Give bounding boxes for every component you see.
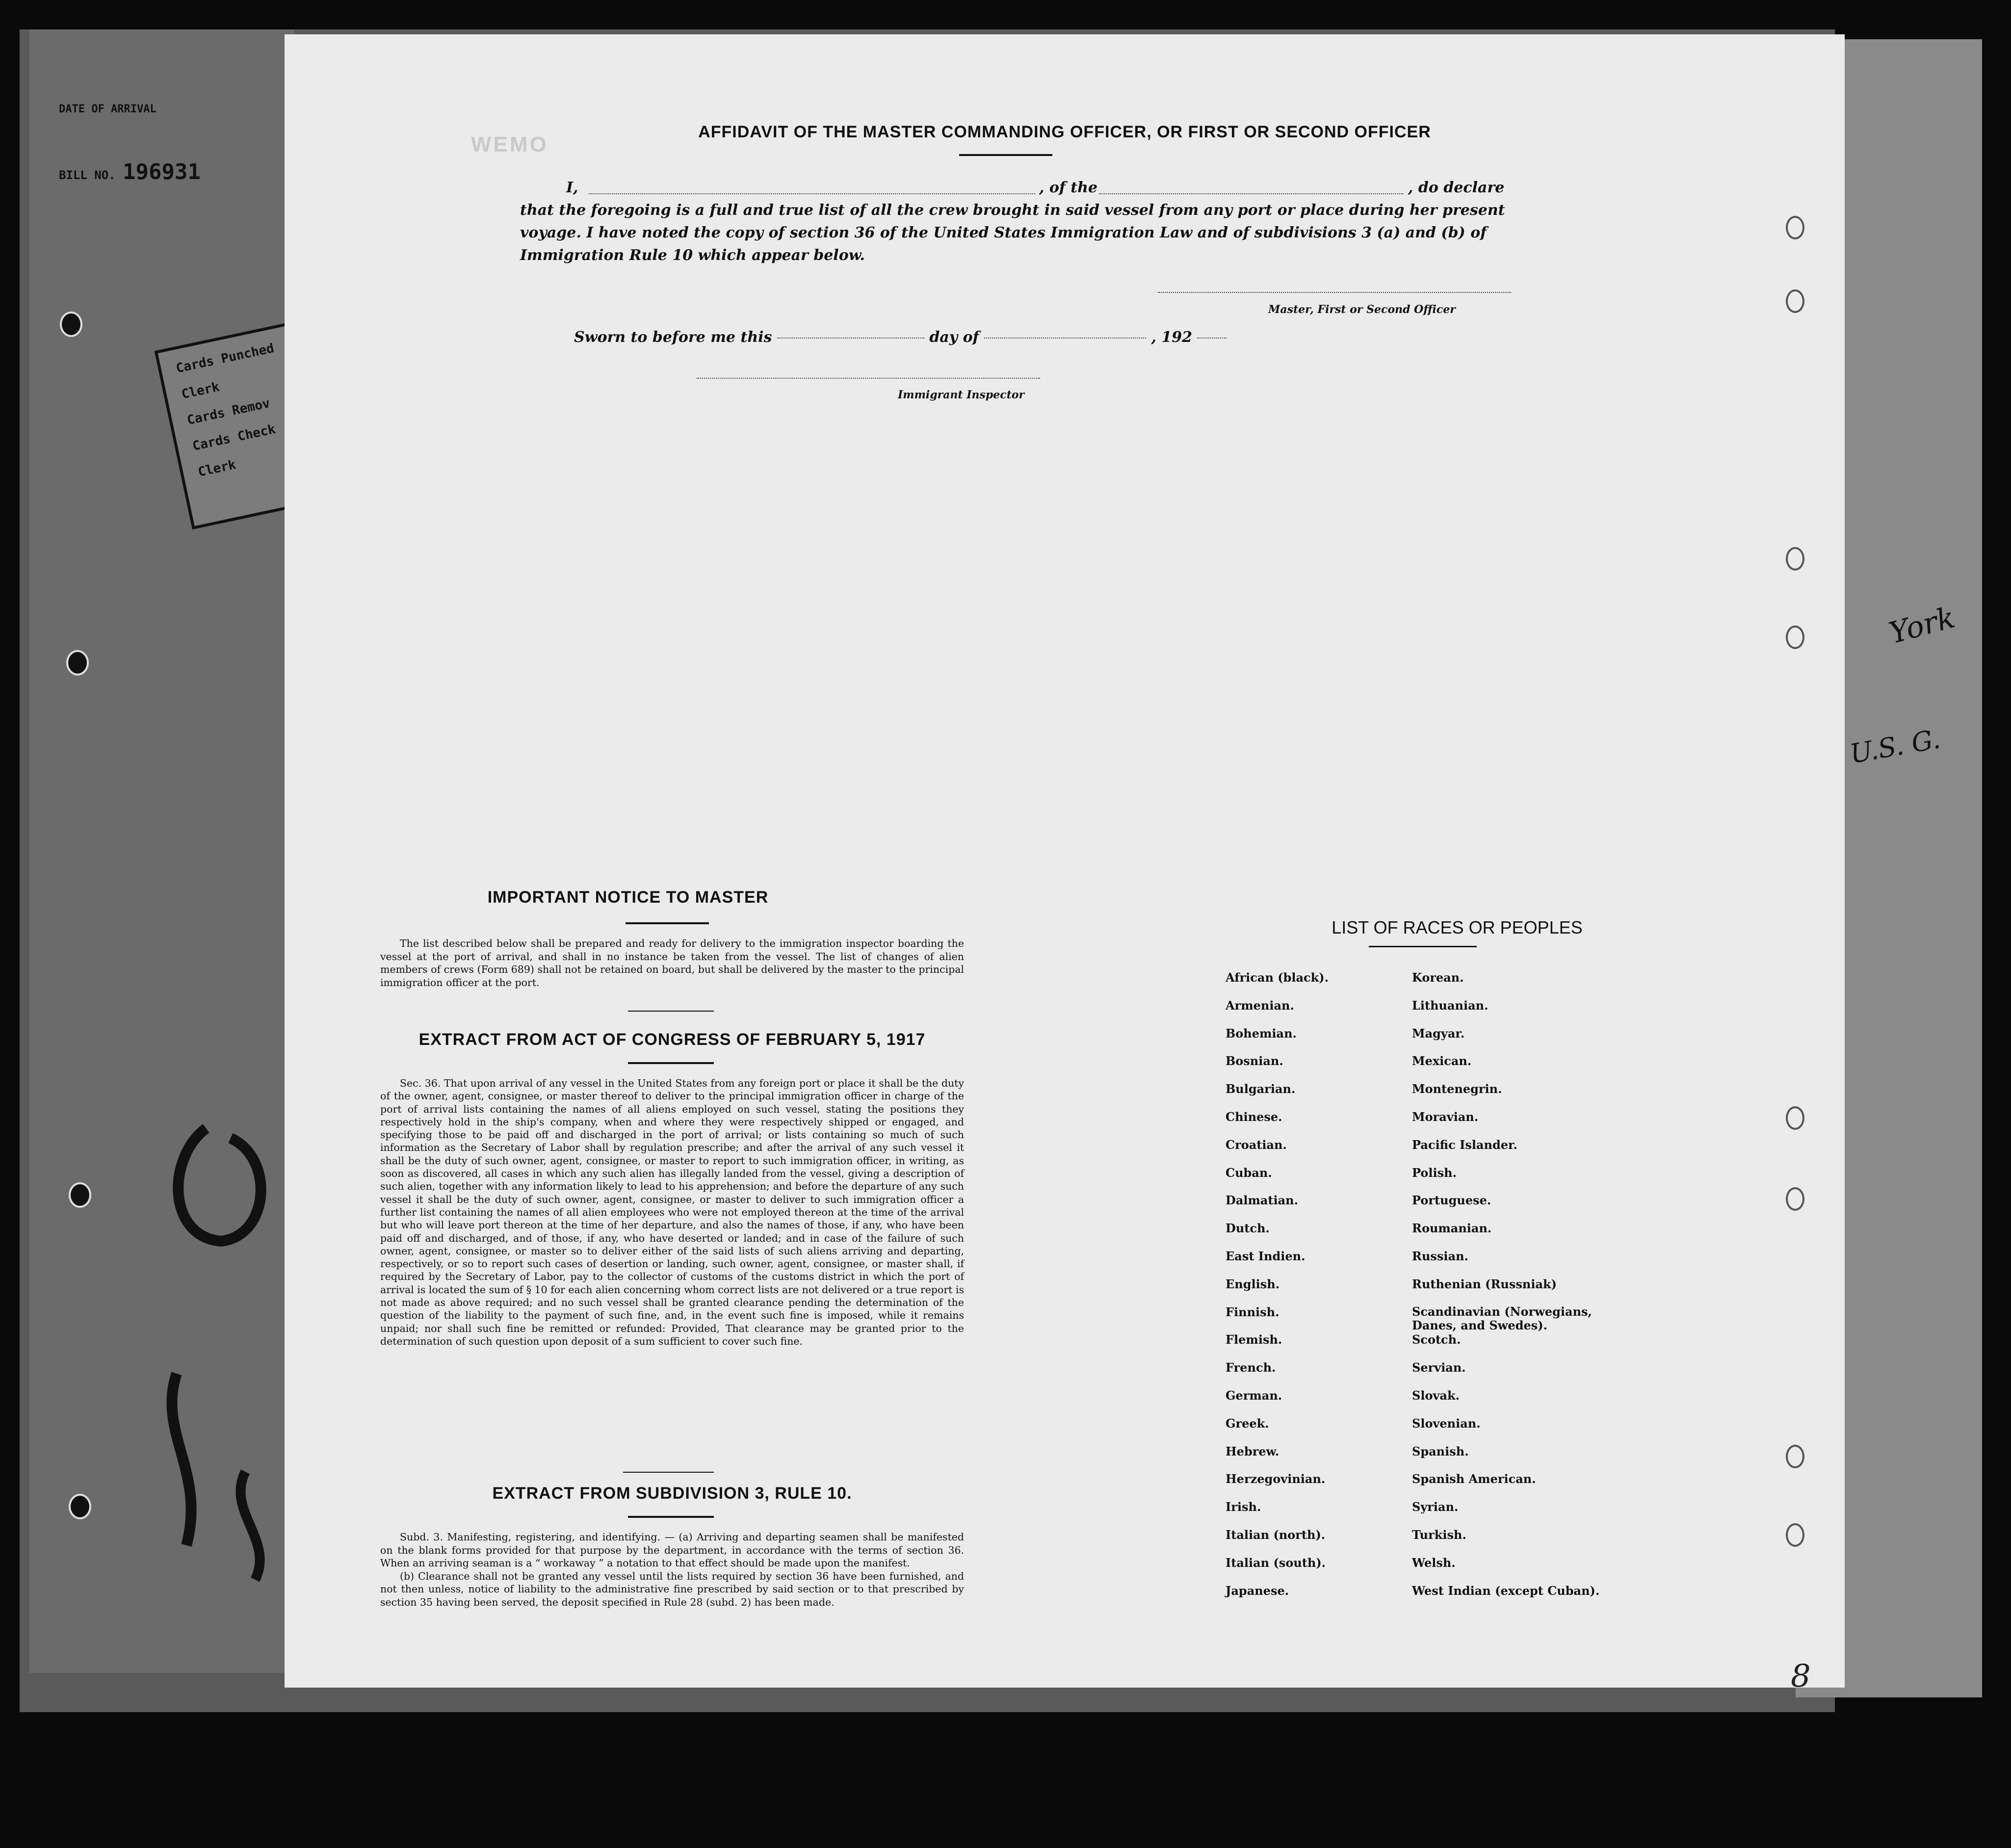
race-entry: Armenian. [1226,998,1294,1013]
race-entry: Bulgarian. [1226,1082,1296,1096]
race-entry: Russian. [1412,1249,1468,1263]
race-entry: Polish. [1412,1165,1457,1180]
rule-paragraphs [380,1531,964,1609]
race-entry: West Indian (except Cuban). [1412,1583,1600,1598]
sworn-prefix: Sworn to before me this [574,329,772,346]
races-title: LIST OF RACES OR PEOPLES [1332,917,1583,937]
binding-hole [1786,547,1804,571]
declaration-line [520,177,1526,199]
inspector-signature-line[interactable] [697,378,1040,379]
handwritten-note: U.S. G. [1847,723,1943,770]
stamp-line: Cards Check [191,421,277,454]
extract-rule-title: EXTRACT FROM SUBDIVISION 3, RULE 10. [492,1484,852,1503]
race-entry: Bosnian. [1226,1054,1283,1068]
race-entry: Lithuanian. [1412,998,1489,1013]
of-the-label: , of the [1039,179,1098,196]
race-entry: Dalmatian. [1226,1193,1298,1208]
binding-hole [1786,1187,1804,1211]
race-entry: East Indien. [1226,1249,1306,1263]
subdivision-b: (b) Clearance shall not be granted any vessel until the lists required by section 36 have been furnished, and not then unless, notice of liability to the administrative fine prescribed by said section or to that prescribed by section 35 having been served, the deposit specified in Rule 28 (subd. 2) has been made. [380,1570,964,1608]
inspector-caption: Immigrant Inspector [898,389,1025,401]
section-36-text: Sec. 36. That upon arrival of any vessel in the United States from any foreign port or place it shall be the duty of the owner, agent, consignee, or master thereof to deliver to the principal immigration officer in charge of the port of arrival lists containing the names of all aliens employed on such vessel, stating the positions they respectively hold in the ship's company, when and where they were respectively shipped or engaged, and specifying those to be paid off and discharged in the port of arrival; or lists containing so much of such information as the Secretary of Labor shall by regulation prescribe; and after the arrival of any such vessel it shall be the duty of such owner, agent, consignee, or master to report to such immigration officer, in writing, as soon as discovered, all cases in which any such alien has illegally landed from the vessel, giving a description of such alien, together with any information likely to lead to his apprehension; and before the departure of any such vessel it shall be the duty of such owner, agent, consignee, or master to deliver to such immigration officer a further list containing the names of all alien employees who were not employed thereon at the time of the arrival but who will leave port thereon at the time of her departure, and also the names of those, if any, who have been paid off and discharged, and of those, if any, who have deserted or landed; and in case of the failure of such owner, agent, consignee, or master so to deliver either of the said lists of such aliens arriving and departing, respectively, or so to report such cases of desertion or landing, such owner, agent, consignee, or master shall, if required by the Secretary of Labor, pay to the collector of customs of the customs district in which the port of arrival is located the sum of § 10 for each alien concerning whom correct lists are not delivered or a true report is not made as above required; and no such vessel shall be granted clearance pending the determination of the question of the liability to the payment of such fine, and, in the event such fine is imposed, while it remains unpaid; nor shall such fine be remitted or refunded: Provided, That clearance may be granted prior to the determination of such question upon deposit of a sum sufficient to cover such fine. [380,1077,964,1347]
race-entry: Pacific Islander. [1412,1137,1517,1152]
race-entry: Italian (north). [1226,1528,1326,1542]
race-entry: Mexican. [1412,1054,1472,1068]
notice-title: IMPORTANT NOTICE TO MASTER [487,888,769,907]
race-entry: Dutch. [1226,1221,1270,1236]
race-entry: Croatian. [1226,1137,1287,1152]
date-of-arrival-label: DATE OF ARRIVAL [59,103,157,115]
bill-number-line [59,159,201,184]
binding-hole [1786,289,1804,313]
race-entry: Magyar. [1412,1026,1465,1041]
extract-act-divider [623,1472,714,1473]
race-entry: African (black). [1226,970,1329,985]
declare-label: , do declare [1408,179,1505,196]
race-entry: German. [1226,1388,1282,1403]
race-entry: French. [1226,1360,1276,1375]
race-entry: Moravian. [1412,1110,1479,1124]
declarant-name-line[interactable] [589,193,1035,194]
bill-number: 196931 [123,159,201,184]
race-entry: Korean. [1412,970,1464,985]
declaration-body: that the foregoing is a full and true list of all the crew brought in said vessel from any port or place during her present voyage. I have noted the copy of section 36 of the United States Immigration Law and of subdivisions 3 (a) and (b) of Immigration Rule 10 which appear below. [520,202,1505,264]
race-entry: Slovak. [1412,1388,1460,1403]
extract-rule-rule [628,1516,714,1518]
race-entry: Spanish. [1412,1444,1469,1458]
race-entry: Herzegovinian. [1226,1472,1326,1486]
stamp-line: Cards Remov [185,396,272,428]
race-entry: Turkish. [1412,1528,1466,1542]
sworn-year: , 192 [1151,329,1192,346]
binding-hole [1786,625,1804,649]
stamp-line: Clerk [180,379,221,402]
stamp-line: Clerk [196,457,237,480]
race-entry: Slovenian. [1412,1416,1481,1431]
race-entry: English. [1226,1276,1280,1291]
race-entry: Greek. [1226,1416,1269,1431]
declarant-label: I, [566,179,578,196]
races-rule [1369,946,1477,947]
handwritten-note: York [1885,600,1959,651]
punch-hole [66,650,89,676]
vessel-name-line[interactable] [1099,193,1403,194]
extract-act-rule [628,1062,714,1064]
notice-text: The list described below shall be prepared and ready for delivery to the immigration inspector boarding the vessel at the port of arrival, and shall in no instance be taken from the vessel. The list of changes of alien members of crews (Form 689) shall not be retained on board, but shall be delivered by the master to the principal immigration officer at the port. [380,937,964,989]
binding-hole [1786,216,1804,239]
race-entry: Cuban. [1226,1165,1272,1180]
race-entry: Bohemian. [1226,1026,1297,1041]
race-entry: Finnish. [1226,1304,1280,1319]
race-entry: Italian (south). [1226,1555,1326,1570]
title-rule [959,154,1052,156]
faint-bleed-text: WEMO [471,132,548,156]
race-entry: Welsh. [1412,1555,1456,1570]
notice-divider [628,1011,714,1012]
corner-mark: 8 [1791,1658,1811,1694]
race-entry: Spanish American. [1412,1472,1536,1486]
punch-hole [69,1494,91,1519]
binding-hole [1786,1523,1804,1547]
race-entry: Flemish. [1226,1332,1282,1347]
sworn-line [574,329,1227,346]
race-entry: Hebrew. [1226,1444,1280,1458]
race-entry: Servian. [1412,1360,1466,1375]
race-entry: Scotch. [1412,1332,1461,1347]
race-entry: Chinese. [1226,1110,1282,1124]
affidavit-title: AFFIDAVIT OF THE MASTER COMMANDING OFFICER, OR FIRST OR SECOND OFFICER [698,123,1431,141]
master-signature-line[interactable] [1158,292,1511,293]
extract-act-title: EXTRACT FROM ACT OF CONGRESS OF FEBRUARY 5, 1917 [418,1030,926,1049]
binding-hole [1786,1106,1804,1130]
race-entry: Irish. [1226,1500,1261,1514]
punch-hole [60,312,82,337]
race-entry: Syrian. [1412,1500,1459,1514]
subdivision-a: Subd. 3. Manifesting, registering, and identifying. — (a) Arriving and departing seamen shall be manifested on the blank forms provided for that purpose by the department, in accordance with the terms of section 36. When an arriving seaman is a “ workaway ” a notation to that effect should be made upon the manifest. [380,1531,964,1569]
sworn-day-of: day of [929,329,979,346]
bill-label: BILL NO. [59,168,116,182]
affidavit-page [285,34,1845,1688]
race-entry: Portuguese. [1412,1193,1491,1208]
race-entry: Roumanian. [1412,1221,1492,1236]
race-entry: Scandinavian (Norwegians, Danes, and Swedes). [1412,1304,1592,1332]
punch-hole [69,1182,91,1208]
race-entry: Japanese. [1226,1583,1289,1598]
stamp-line: Cards Punched [175,341,276,376]
master-caption: Master, First or Second Officer [1268,303,1456,316]
notice-rule [626,922,709,924]
affidavit-statement [520,177,1526,267]
binding-hole [1786,1445,1804,1468]
race-entry: Montenegrin. [1412,1082,1502,1096]
race-entry: Ruthenian (Russniak) [1412,1276,1557,1291]
